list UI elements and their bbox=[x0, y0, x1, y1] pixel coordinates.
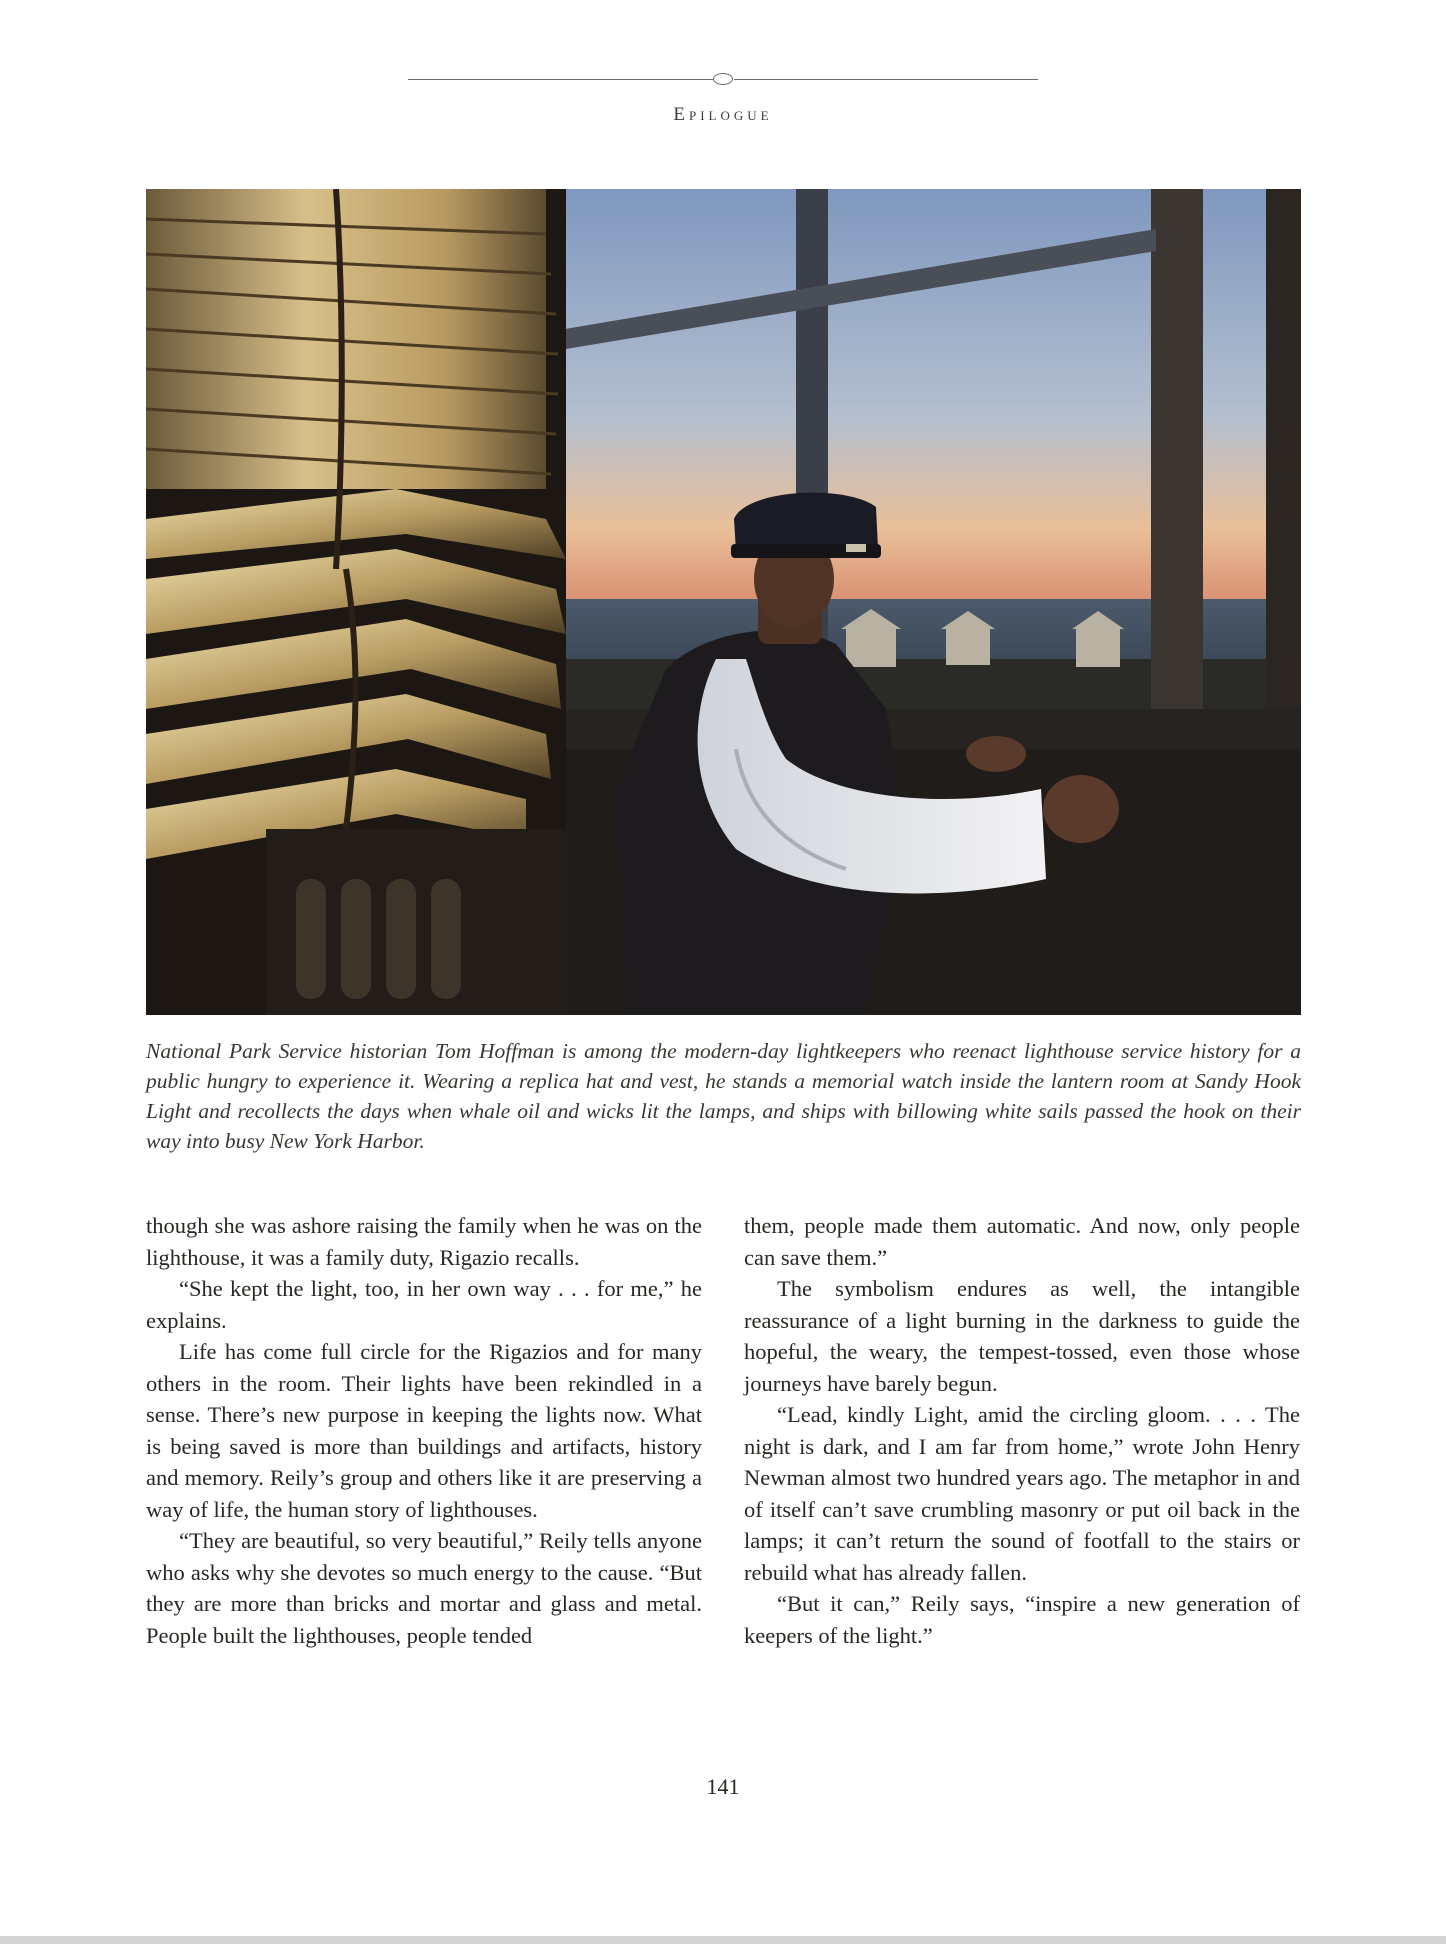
paragraph: “But it can,” Reily says, “inspire a new generation of keepers of the light.” bbox=[744, 1591, 1300, 1648]
paragraph: though she was ashore raising the family when he was on the lighthouse, it was a family duty, Rigazio recalls. bbox=[146, 1213, 702, 1270]
header-rule-right bbox=[734, 79, 1038, 80]
caption-text: National Park Service historian Tom Hoffman is among the modern-day lightkeepers who reenact lighthouse service history for a public hungry to experience it. Wearing a replica hat and vest, he stands a memorial watch inside the lantern room at Sandy Hook Light and recollects the days when whale oil and wicks lit the lamps, and ships with billowing white sails passed the hook on their way into busy New York Harbor. bbox=[146, 1039, 1301, 1153]
photo-illustration bbox=[146, 189, 1301, 1015]
running-head: Epilogue bbox=[673, 104, 773, 125]
page-number: 141 bbox=[706, 1774, 740, 1799]
paragraph: them, people made them automatic. And now, only people can save them.” bbox=[744, 1213, 1300, 1270]
paragraph: “She kept the light, too, in her own way . . . for me,” he explains. bbox=[146, 1276, 702, 1333]
viewer-bottom-bar bbox=[0, 1936, 1446, 1944]
header-rule-left bbox=[408, 79, 713, 80]
paragraph: Life has come full circle for the Rigazios and for many others in the room. Their lights have been rekindled in a sense. There’s new purpose in keeping the lights now. What is being saved is more than buildings and artifacts, history and memory. Reily’s group and others like it are preserving a way of life, the human story of lighthouses. bbox=[146, 1339, 702, 1522]
left-column bbox=[146, 1210, 702, 1651]
header-ornament bbox=[408, 70, 1038, 90]
photo-caption bbox=[146, 1036, 1301, 1156]
lighthouse-keeper-photo bbox=[146, 189, 1301, 1015]
paragraph: “Lead, kindly Light, amid the circling gloom. . . . The night is dark, and I am far from home,” wrote John Henry Newman almost two hundred years ago. The metaphor in and of itself can’t save crumbling masonry or put oil back in the lamps; it can’t return the sound of footfall to the stairs or rebuild what has already fallen. bbox=[744, 1402, 1300, 1585]
paragraph: “They are beautiful, so very beautiful,” Reily tells anyone who asks why she devotes so much energy to the cause. “But they are more than bricks and mortar and glass and metal. People built the lighthouses, people tended bbox=[146, 1528, 702, 1648]
ornament-oval-icon bbox=[713, 73, 733, 85]
paragraph: The symbolism endures as well, the intangible reassurance of a light burning in the darkness to guide the hopeful, the weary, the tempest-tossed, even those whose journeys have barely begun. bbox=[744, 1276, 1300, 1396]
right-column bbox=[744, 1210, 1300, 1651]
